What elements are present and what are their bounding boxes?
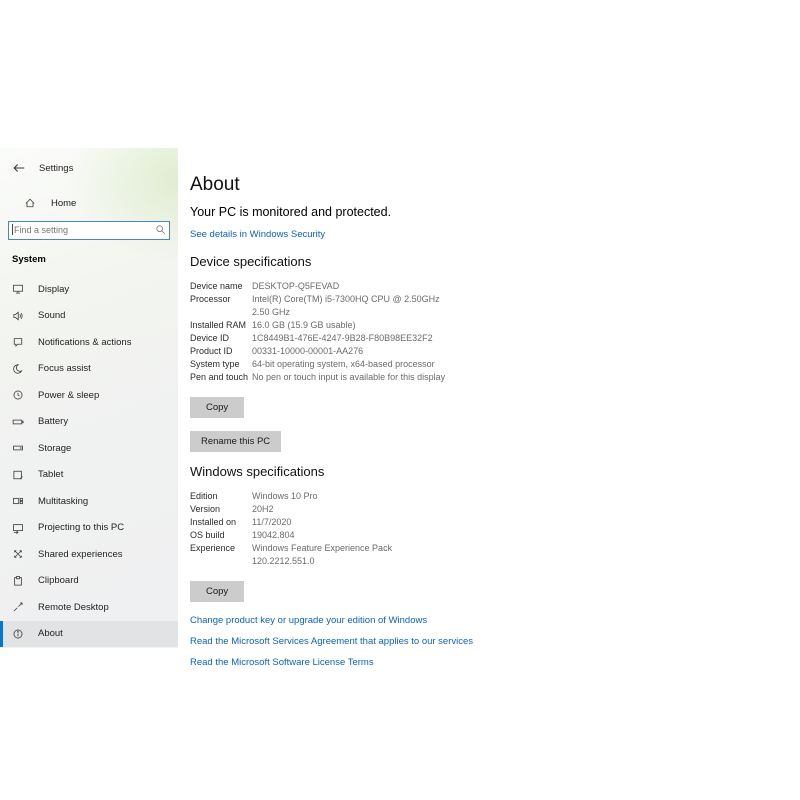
back-icon[interactable] bbox=[12, 161, 26, 175]
spec-label: Edition bbox=[190, 491, 218, 501]
spec-label: Experience bbox=[190, 543, 236, 553]
remote-desktop-icon bbox=[12, 601, 24, 613]
page-title: About bbox=[190, 174, 240, 195]
spec-label: Device ID bbox=[190, 333, 230, 343]
sidebar-item-notifications[interactable]: Notifications & actions bbox=[0, 329, 178, 356]
spec-value: DESKTOP-Q5FEVAD bbox=[252, 281, 340, 291]
copy-device-specs-button[interactable]: Copy bbox=[190, 397, 244, 418]
spec-value: 00331-10000-00001-AA276 bbox=[252, 346, 364, 356]
spec-value: 20H2 bbox=[252, 504, 274, 514]
power-sleep-icon bbox=[12, 389, 24, 401]
footer-links bbox=[190, 615, 780, 669]
rename-pc-button[interactable]: Rename this PC bbox=[190, 431, 281, 452]
security-details-link[interactable]: See details in Windows Security bbox=[190, 229, 326, 240]
home-icon bbox=[24, 197, 36, 209]
spec-value: Windows Feature Experience Pack 120.2212.551.0 bbox=[252, 543, 393, 566]
sound-icon bbox=[12, 310, 24, 322]
spec-label: Processor bbox=[190, 294, 231, 304]
spec-label: Pen and touch bbox=[190, 372, 249, 382]
spec-label: OS build bbox=[190, 530, 225, 540]
change-product-key-link[interactable]: Change product key or upgrade your edition of Windows bbox=[190, 615, 428, 626]
sidebar-item-remote-desktop[interactable]: Remote Desktop bbox=[0, 594, 178, 621]
text-caret bbox=[12, 224, 13, 235]
windows-specs-heading: Windows specifications bbox=[190, 464, 325, 479]
spec-value: No pen or touch input is available for this display bbox=[252, 372, 446, 382]
focus-assist-icon bbox=[12, 363, 24, 375]
sidebar-item-storage[interactable]: Storage bbox=[0, 435, 178, 462]
notifications-icon bbox=[12, 336, 24, 348]
clipboard-icon bbox=[12, 575, 24, 587]
sidebar-item-tablet[interactable]: Tablet bbox=[0, 462, 178, 489]
shared-experiences-icon bbox=[12, 548, 24, 560]
settings-window bbox=[0, 148, 792, 668]
main-content bbox=[190, 148, 780, 669]
window-title: Settings bbox=[39, 162, 74, 174]
sidebar-item-sound[interactable]: Sound bbox=[0, 303, 178, 330]
device-specs-heading: Device specifications bbox=[190, 254, 312, 269]
display-icon bbox=[12, 283, 24, 295]
windows-specs-table bbox=[190, 490, 780, 568]
sidebar-section-label: System bbox=[12, 254, 46, 265]
home-label: Home bbox=[51, 197, 77, 209]
spec-value: 16.0 GB (15.9 GB usable) bbox=[252, 320, 356, 330]
sidebar-nav bbox=[0, 276, 178, 647]
spec-value: 64-bit operating system, x64-based processor bbox=[252, 359, 435, 369]
about-icon bbox=[12, 628, 24, 640]
storage-icon bbox=[12, 442, 24, 454]
license-terms-link[interactable]: Read the Microsoft Software License Terms bbox=[190, 657, 374, 668]
sidebar-item-home[interactable] bbox=[12, 196, 178, 210]
battery-icon bbox=[12, 416, 24, 428]
search-box bbox=[8, 220, 170, 239]
copy-windows-specs-button[interactable]: Copy bbox=[190, 581, 244, 602]
sidebar-item-focus-assist[interactable]: Focus assist bbox=[0, 356, 178, 383]
projecting-icon bbox=[12, 522, 24, 534]
sidebar-item-clipboard[interactable]: Clipboard bbox=[0, 568, 178, 595]
spec-label: Installed RAM bbox=[190, 320, 247, 330]
services-agreement-link[interactable]: Read the Microsoft Services Agreement that applies to our services bbox=[190, 636, 474, 647]
sidebar bbox=[0, 148, 178, 648]
sidebar-item-multitasking[interactable]: Multitasking bbox=[0, 488, 178, 515]
tablet-icon bbox=[12, 469, 24, 481]
search-icon[interactable] bbox=[155, 224, 166, 235]
spec-label: Product ID bbox=[190, 346, 233, 356]
spec-label: Version bbox=[190, 504, 221, 514]
spec-value: 11/7/2020 bbox=[252, 517, 292, 527]
search-input[interactable] bbox=[8, 221, 170, 240]
device-specs-table bbox=[190, 280, 780, 384]
spec-label: Installed on bbox=[190, 517, 237, 527]
spec-value: 19042.804 bbox=[252, 530, 295, 540]
spec-value: 1C8449B1-476E-4247-9B28-F80B98EE32F2 bbox=[252, 333, 433, 343]
sidebar-item-battery[interactable]: Battery bbox=[0, 409, 178, 436]
sidebar-item-shared-experiences[interactable]: Shared experiences bbox=[0, 541, 178, 568]
sidebar-item-display[interactable]: Display bbox=[0, 276, 178, 303]
sidebar-header bbox=[12, 161, 178, 175]
sidebar-item-projecting[interactable]: Projecting to this PC bbox=[0, 515, 178, 542]
spec-label: System type bbox=[190, 359, 240, 369]
multitasking-icon bbox=[12, 495, 24, 507]
sidebar-item-power-sleep[interactable]: Power & sleep bbox=[0, 382, 178, 409]
sidebar-item-about[interactable]: About bbox=[0, 621, 178, 648]
spec-label: Device name bbox=[190, 281, 243, 291]
spec-value: Intel(R) Core(TM) i5-7300HQ CPU @ 2.50GHz 2.50 GHz bbox=[252, 294, 445, 317]
security-status-text: Your PC is monitored and protected. bbox=[190, 205, 392, 219]
spec-value: Windows 10 Pro bbox=[252, 491, 318, 501]
